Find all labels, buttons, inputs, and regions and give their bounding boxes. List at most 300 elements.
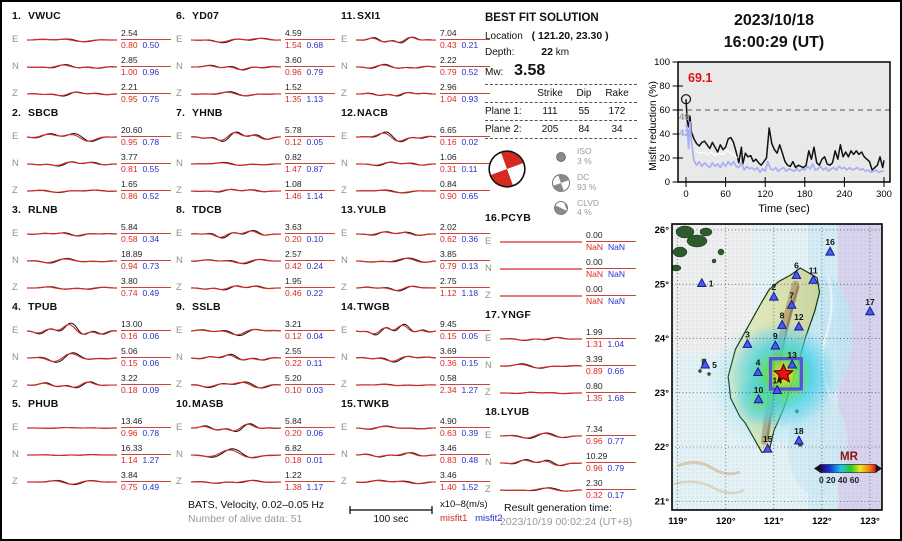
waveform-plot [500, 229, 582, 255]
waveform [356, 248, 436, 274]
waveform-plot [27, 275, 117, 301]
station-map-number: 12 [794, 312, 804, 323]
misfit1-value: 0.90 [440, 191, 457, 201]
focal-mechanism-beachball-icon [485, 147, 529, 191]
svg-text:0: 0 [683, 189, 689, 200]
channel-row-N [176, 441, 338, 468]
channel-values [121, 319, 171, 341]
waveform [191, 124, 281, 150]
channel-row-Z [12, 177, 174, 204]
waveform [356, 27, 436, 53]
station-title [176, 204, 338, 220]
station-title [485, 406, 647, 422]
best-fit-solution-panel [485, 12, 643, 224]
amplitude-value: 2.96 [440, 82, 457, 93]
waveform-plot [27, 469, 117, 495]
channel-row-E [485, 325, 647, 352]
station-map-number: 10 [753, 384, 764, 395]
channel-label: N [341, 352, 348, 363]
misfit2-value: 0.21 [461, 40, 479, 50]
station-number: 13. [341, 204, 357, 216]
waveform-plot [27, 318, 117, 344]
channel-label: Z [341, 282, 347, 293]
waveform [27, 54, 117, 80]
misfit1-value: 0.86 [121, 191, 138, 201]
waveform-plot [356, 248, 436, 274]
amplitude-value: 0.00 [586, 284, 603, 295]
misfit2-value: 0.09 [142, 385, 160, 395]
waveform [27, 27, 117, 53]
waveform [191, 415, 281, 441]
channel-label: Z [485, 484, 491, 495]
misfit1-value: 0.94 [121, 261, 138, 271]
station-number: 18. [485, 406, 501, 418]
channel-row-Z [341, 177, 503, 204]
dc-item: DC 93 % [551, 173, 599, 193]
channel-values [121, 443, 171, 465]
station-code: TWKB [357, 398, 390, 410]
misfit2-value: 1.52 [461, 482, 479, 492]
channel-row-N [485, 255, 647, 282]
channel-row-E [341, 317, 503, 344]
station-title [12, 301, 174, 317]
misfit1-value: 1.38 [285, 482, 302, 492]
station-block [341, 398, 503, 495]
channel-label: Z [341, 379, 347, 390]
channel-row-Z [341, 371, 503, 398]
channel-values [440, 346, 490, 368]
station-title [341, 398, 503, 414]
channel-label: E [341, 325, 348, 336]
waveform-plot [191, 442, 281, 468]
misfit2-value: 0.68 [306, 40, 324, 50]
best-misfit-value: 69.1 [688, 71, 713, 85]
station-number: 12. [341, 107, 357, 119]
misfit1-value: 0.16 [440, 137, 457, 147]
waveform [27, 124, 117, 150]
amplitude-units: x10–8(m/s) [440, 499, 488, 510]
waveform-plot [191, 275, 281, 301]
station-title [341, 107, 503, 123]
amplitude-value: 2.75 [440, 276, 457, 287]
amplitude-value: 3.60 [285, 55, 302, 66]
annotation-49: 49 [679, 112, 690, 123]
depth-value: 22 [541, 46, 553, 58]
channel-row-Z [12, 274, 174, 301]
misfit2-value: 1.17 [306, 482, 324, 492]
station-block [176, 204, 338, 301]
waveform [356, 415, 436, 441]
channel-row-E [12, 317, 174, 344]
station-map-number: 2 [771, 282, 777, 293]
misfit-x-axis-label: Time (sec) [758, 203, 810, 215]
station-map-number: 11 [808, 265, 818, 276]
misfit2-value: 0.02 [461, 137, 479, 147]
channel-values [440, 179, 490, 201]
amplitude-value: 2.21 [121, 82, 138, 93]
col-strike: Strike [537, 88, 563, 99]
amplitude-value: 13.46 [121, 416, 143, 427]
taiwan-map [648, 216, 900, 540]
channel-values [285, 152, 335, 174]
station-map-number: 9 [772, 331, 778, 342]
channel-row-N [341, 344, 503, 371]
waveform [356, 469, 436, 495]
channel-label: Z [176, 185, 182, 196]
plane2-row: Plane 2: 205 84 34 [485, 121, 637, 139]
channel-label: Z [485, 290, 491, 301]
misfit1-value: 0.63 [440, 428, 457, 438]
misfit2-value: 0.77 [607, 436, 625, 446]
channel-values [440, 28, 490, 50]
station-code: YULB [357, 204, 387, 216]
misfit-reduction-chart [646, 50, 902, 218]
svg-text:240: 240 [836, 189, 853, 200]
waveform-plot [27, 415, 117, 441]
channel-values [121, 222, 171, 244]
misfit2-value: 0.05 [461, 331, 479, 341]
misfit1-value: 1.00 [121, 67, 138, 77]
alive-data-count: Number of alive data: 51 [188, 513, 303, 525]
waveform-plot [27, 372, 117, 398]
station-title [341, 10, 503, 26]
amplitude-value: 2.85 [121, 55, 138, 66]
channel-row-E [12, 26, 174, 53]
waveform-plot [356, 54, 436, 80]
channel-label: E [12, 34, 19, 45]
misfit1-value: 0.43 [440, 40, 457, 50]
channel-label: Z [341, 185, 347, 196]
amplitude-value: 1.06 [440, 152, 457, 163]
station-number: 1. [12, 10, 22, 22]
waveform [356, 124, 436, 150]
svg-text:20: 20 [659, 153, 670, 165]
amplitude-value: 5.06 [121, 346, 138, 357]
station-map-number: 1 [708, 278, 714, 289]
amplitude-value: 4.59 [285, 28, 302, 39]
channel-row-E [341, 414, 503, 441]
svg-text:25°: 25° [654, 279, 669, 291]
waveform [191, 81, 281, 107]
waveform [500, 353, 582, 379]
mr-legend-ticks: 0 20 40 60 [819, 475, 860, 485]
misfit2-value: 0.39 [461, 428, 479, 438]
waveform-plot [27, 124, 117, 150]
channel-values [440, 222, 490, 244]
misfit1-value: 0.32 [586, 490, 603, 500]
event-time: 16:00:29 (UT) [723, 33, 825, 51]
misfit2-value: 1.68 [607, 393, 625, 403]
station-code: TWGB [357, 301, 390, 313]
waveform [27, 415, 117, 441]
channel-label: Z [176, 476, 182, 487]
amplitude-value: 18.89 [121, 249, 143, 260]
channel-row-E [485, 422, 647, 449]
waveform-plot [356, 124, 436, 150]
waveform-plot [27, 27, 117, 53]
channel-values [440, 249, 490, 271]
waveform-plot [191, 248, 281, 274]
station-map-number: 4 [755, 357, 761, 368]
waveform-plot [27, 442, 117, 468]
misfit1-value: 0.95 [121, 94, 138, 104]
channel-row-N [176, 150, 338, 177]
channel-values [285, 319, 335, 341]
amplitude-value: 7.04 [440, 28, 457, 39]
channel-values [440, 443, 490, 465]
channel-row-E [12, 123, 174, 150]
amplitude-value: 0.82 [285, 152, 302, 163]
channel-row-N [176, 247, 338, 274]
waveform [27, 178, 117, 204]
channel-label: N [12, 352, 19, 363]
filter-info: BATS, Velocity, 0.02–0.05 Hz [188, 499, 325, 511]
channel-label: N [176, 255, 183, 266]
station-column-1 [12, 10, 174, 495]
misfit1-value: 0.18 [121, 385, 138, 395]
waveform-plot [191, 372, 281, 398]
channel-row-E [176, 123, 338, 150]
misfit1-value: 0.46 [285, 288, 302, 298]
waveform [27, 345, 117, 371]
channel-label: Z [176, 282, 182, 293]
misfit2-value: 0.78 [142, 137, 160, 147]
amplitude-value: 2.54 [121, 28, 138, 39]
waveform-plot [191, 54, 281, 80]
misfit2-value: 0.06 [142, 331, 160, 341]
misfit1-value: 0.18 [285, 455, 302, 465]
misfit1-value: NaN [586, 269, 604, 279]
waveform-plot [500, 423, 582, 449]
channel-row-N [176, 53, 338, 80]
station-title [176, 107, 338, 123]
amplitude-value: 6.82 [285, 443, 302, 454]
station-column-3 [341, 10, 503, 495]
channel-values [285, 276, 335, 298]
channel-values [586, 478, 636, 500]
misfit2-value: 0.49 [142, 482, 160, 492]
misfit1-value: 1.47 [285, 164, 302, 174]
channel-label: Z [12, 88, 18, 99]
misfit2-value: 0.66 [607, 366, 625, 376]
misfit2-value: 0.34 [142, 234, 160, 244]
channel-values [285, 125, 335, 147]
misfit1-value: 0.96 [586, 463, 603, 473]
clvd-item: CLVD 4 % [551, 199, 599, 219]
misfit2-value: 0.11 [461, 164, 478, 174]
decomposition-legend [551, 147, 599, 224]
amplitude-value: 2.55 [285, 346, 302, 357]
waveform-plot [191, 345, 281, 371]
channel-row-E [341, 26, 503, 53]
waveform-plot [500, 256, 582, 282]
waveform-plot [356, 442, 436, 468]
station-map-number: 17 [865, 296, 875, 307]
amplitude-value: 3.21 [285, 319, 302, 330]
misfit1-value: 0.95 [121, 137, 138, 147]
station-map-number: 5 [712, 360, 717, 371]
channel-label: E [176, 422, 183, 433]
channel-label: Z [176, 379, 182, 390]
misfit1-value: NaN [586, 242, 604, 252]
amplitude-value: 3.80 [121, 276, 138, 287]
channel-label: Z [341, 88, 347, 99]
waveform-plot [27, 178, 117, 204]
station-block [341, 107, 503, 204]
channel-row-N [12, 441, 174, 468]
misfit2-value: 0.48 [461, 455, 479, 465]
channel-label: E [341, 131, 348, 142]
station-map-number: 16 [825, 237, 835, 248]
waveform-plot [500, 326, 582, 352]
station-block [485, 212, 647, 309]
channel-label: N [341, 255, 348, 266]
waveform [500, 229, 582, 255]
misfit1-value: 1.40 [440, 482, 457, 492]
waveform-plot [191, 469, 281, 495]
misfit1-value: 0.79 [440, 67, 457, 77]
station-title [12, 204, 174, 220]
channel-label: E [12, 422, 19, 433]
channel-label: E [341, 34, 348, 45]
misfit2-value: 0.24 [306, 261, 324, 271]
waveform-plot [191, 27, 281, 53]
misfit1-value: 0.75 [121, 482, 138, 492]
misfit1-value: 0.31 [440, 164, 457, 174]
station-number: 2. [12, 107, 22, 119]
station-title [176, 10, 338, 26]
station-number: 8. [176, 204, 186, 216]
channel-row-N [341, 150, 503, 177]
waveform-plot [191, 178, 281, 204]
misfit2-value: 0.78 [142, 428, 160, 438]
station-code: PCYB [501, 212, 531, 224]
station-number: 11. [341, 10, 356, 22]
misfit-legend [440, 513, 503, 524]
amplitude-value: 4.90 [440, 416, 457, 427]
misfit2-value: 0.50 [142, 40, 160, 50]
waveform [27, 372, 117, 398]
channel-row-E [176, 26, 338, 53]
channel-values [285, 470, 335, 492]
channel-row-E [12, 414, 174, 441]
misfit2-value: 0.05 [306, 137, 324, 147]
waveform [356, 81, 436, 107]
waveform-plot [27, 81, 117, 107]
channel-values [586, 327, 636, 349]
waveform-plot [500, 353, 582, 379]
waveform-plot [356, 415, 436, 441]
channel-label: Z [485, 387, 491, 398]
depth-label: Depth: [485, 47, 515, 58]
misfit2-value: 0.10 [306, 234, 324, 244]
misfit2-value: 0.52 [142, 191, 160, 201]
amplitude-value: 1.95 [285, 276, 302, 287]
channel-values [285, 373, 335, 395]
channel-values [285, 82, 335, 104]
mechanism-row [485, 147, 643, 224]
waveform [191, 27, 281, 53]
location-row [485, 30, 643, 42]
amplitude-value: 20.60 [121, 125, 143, 136]
channel-row-Z [176, 274, 338, 301]
amplitude-value: 3.46 [440, 470, 457, 481]
waveform [191, 318, 281, 344]
svg-text:120: 120 [757, 189, 774, 200]
station-number: 4. [12, 301, 22, 313]
misfit2-value: 0.22 [306, 288, 324, 298]
waveform-plot [27, 345, 117, 371]
channel-values [440, 82, 490, 104]
station-title [176, 301, 338, 317]
amplitude-value: 5.20 [285, 373, 302, 384]
channel-label: Z [12, 282, 18, 293]
waveform-plot [356, 345, 436, 371]
station-code: VWUC [28, 10, 61, 22]
col-dip: Dip [576, 88, 592, 99]
channel-values [586, 257, 636, 279]
amplitude-value: 3.69 [440, 346, 457, 357]
channel-row-Z [341, 80, 503, 107]
solution-title: BEST FIT SOLUTION [485, 12, 599, 24]
svg-text:100: 100 [654, 57, 670, 69]
misfit1-value: 0.12 [285, 331, 302, 341]
misfit2-value: NaN [608, 296, 626, 306]
waveform [27, 248, 117, 274]
channel-label: N [12, 449, 19, 460]
channel-row-Z [485, 282, 647, 309]
waveform [356, 54, 436, 80]
svg-text:123°: 123° [860, 516, 880, 527]
misfit2-value: 1.27 [461, 385, 479, 395]
misfit2-value: 0.03 [306, 385, 324, 395]
channel-values [440, 319, 490, 341]
channel-values [440, 152, 490, 174]
station-map-number: 13 [787, 350, 797, 361]
amplitude-value: 1.99 [586, 327, 603, 338]
plane1-row: Plane 1: 111 55 172 [485, 103, 637, 121]
waveform [27, 318, 117, 344]
channel-row-Z [12, 468, 174, 495]
amplitude-value: 0.80 [586, 381, 603, 392]
station-code: LYUB [501, 406, 530, 418]
channel-values [121, 152, 171, 174]
waveform [356, 345, 436, 371]
waveform-plot [27, 151, 117, 177]
misfit1-value: 0.20 [285, 428, 302, 438]
station-code: YHNB [192, 107, 223, 119]
waveform-plot [27, 248, 117, 274]
misfit1-value: 1.35 [586, 393, 603, 403]
misfit1-value: 0.96 [586, 436, 603, 446]
amplitude-value: 0.00 [586, 257, 603, 268]
iso-icon [551, 150, 571, 164]
channel-row-Z [12, 80, 174, 107]
misfit1-value: 0.42 [285, 261, 302, 271]
misfit1-value: 0.22 [285, 358, 302, 368]
waveform [500, 450, 582, 476]
station-block [341, 301, 503, 398]
channel-values [586, 381, 636, 403]
result-time-label: Result generation time: [504, 502, 612, 514]
misfit1-value: 1.46 [285, 191, 302, 201]
channel-values [440, 373, 490, 395]
channel-values [285, 28, 335, 50]
svg-text:300: 300 [876, 189, 892, 200]
result-time-value: 2023/10/19 00:02:24 (UT+8) [500, 516, 633, 528]
station-code: RLNB [28, 204, 58, 216]
misfit-y-axis-label: Misfit reduction (%) [647, 81, 659, 171]
